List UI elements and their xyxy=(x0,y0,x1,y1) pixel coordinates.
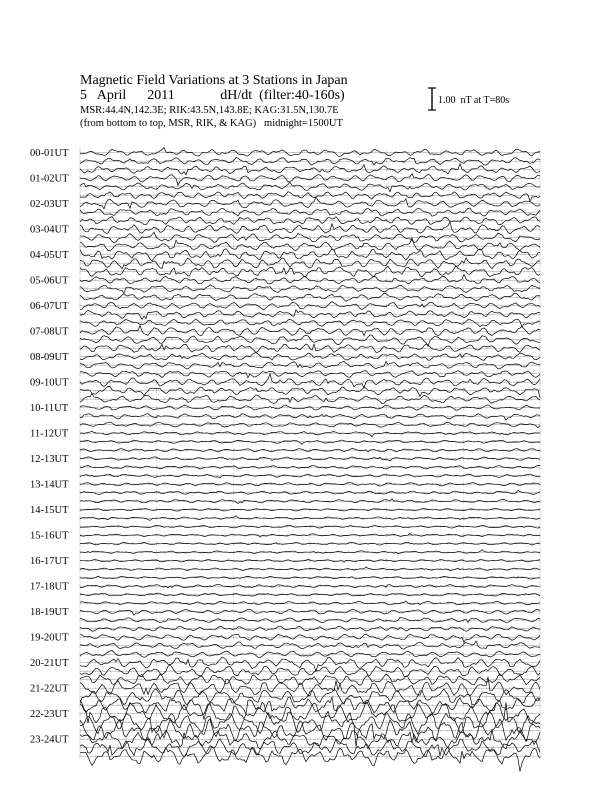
hour-label: 22-23UT xyxy=(30,709,69,720)
scale-bar-label: 1.00 nT at T=80s xyxy=(438,95,510,106)
hour-label: 18-19UT xyxy=(30,607,69,618)
trace-kag xyxy=(80,747,540,772)
hour-label: 14-15UT xyxy=(30,505,69,516)
hour-label: 16-17UT xyxy=(30,556,69,567)
hour-label: 08-09UT xyxy=(30,352,69,363)
hour-label: 09-10UT xyxy=(30,377,69,389)
hour-label: 19-20UT xyxy=(30,632,69,644)
hour-label: 01-02UT xyxy=(30,173,69,185)
hour-label: 23-24UT xyxy=(30,734,69,746)
chart-subtitle: 5 April 2011 dH/dt (filter:40-160s) xyxy=(80,88,345,103)
hour-label: 00-01UT xyxy=(30,148,69,159)
hour-label: 20-21UT xyxy=(30,658,69,669)
hour-label: 07-08UT xyxy=(30,326,69,338)
station-coordinates: MSR:44.4N,142.3E; RIK:43.5N,143.8E; KAG:31.5N,130.7E xyxy=(80,105,339,116)
hour-label: 13-14UT xyxy=(30,479,69,491)
hour-label: 15-16UT xyxy=(30,530,69,542)
hour-label: 12-13UT xyxy=(30,454,69,465)
trace-order-note: (from bottom to top, MSR, RIK, & KAG) midnight=1500UT xyxy=(80,118,343,129)
chart-title: Magnetic Field Variations at 3 Stations in Japan xyxy=(80,73,348,88)
scale-bar xyxy=(428,88,436,110)
hour-label: 21-22UT xyxy=(30,683,69,695)
hour-label: 06-07UT xyxy=(30,301,69,312)
hour-label: 11-12UT xyxy=(30,428,69,440)
hour-label-layer xyxy=(30,148,69,746)
hour-label: 04-05UT xyxy=(30,250,69,261)
hour-label: 17-18UT xyxy=(30,581,69,593)
hour-label: 10-11UT xyxy=(30,403,69,414)
hour-label: 02-03UT xyxy=(30,199,69,210)
hour-label: 05-06UT xyxy=(30,275,69,287)
hour-label: 03-04UT xyxy=(30,224,69,236)
